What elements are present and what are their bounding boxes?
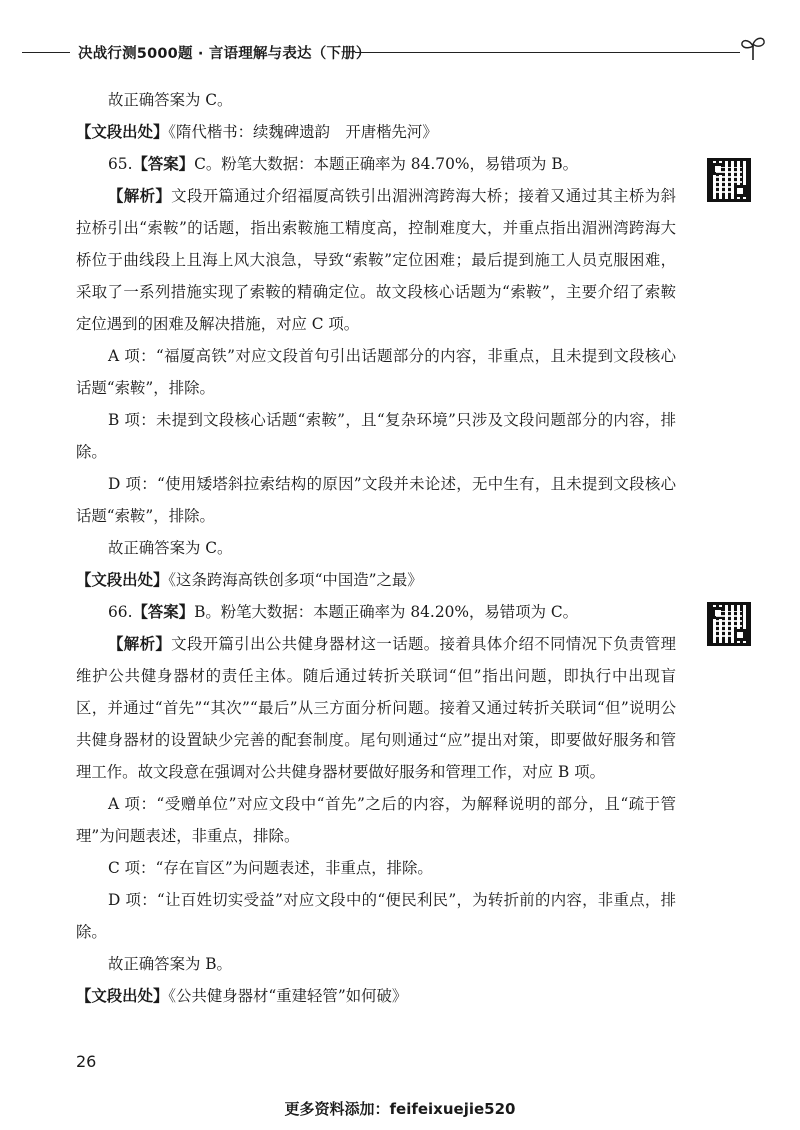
answer-label: 【答案】 (132, 603, 195, 621)
analysis-label: 【解析】 (108, 635, 172, 653)
page-header (0, 40, 800, 64)
option-analysis (76, 788, 676, 852)
analysis-label: 【解析】 (108, 187, 172, 205)
question-number: 66. (108, 603, 133, 621)
paragraph (76, 532, 676, 564)
paragraph (76, 84, 676, 116)
source-line (76, 980, 676, 1012)
analysis-text: 文段开篇引出公共健身器材这一话题。接着具体介绍不同情况下负责管理维护公共健身器材的责任主体。随后通过转折关联词“但”指出问题，即执行中出现盲区，并通过“首先”“其次”“最后”从三方面分析问题。接着又通过转折关联词“但”说明公共健身器材的设置缺少完善的配套制度。尾句则通过“应”提出对策，即要做好服务和管理工作。故文段意在强调对公共健身器材要做好服务和管理工作，对应 B 项。 (76, 635, 676, 781)
answer-line (76, 148, 676, 180)
source-label: 【文段出处】 (76, 571, 169, 589)
page-content (76, 84, 676, 1012)
question-number: 65. (108, 155, 133, 173)
paragraph-text: 故正确答案为 C。 (108, 539, 233, 557)
page-number: 26 (76, 1052, 97, 1071)
qr-code-icon[interactable] (707, 158, 751, 202)
answer-text: B。粉笔大数据：本题正确率为 84.20%，易错项为 C。 (194, 603, 579, 621)
option-analysis (76, 852, 676, 884)
paragraph (76, 948, 676, 980)
option-text: D 项：“使用矮塔斜拉索结构的原因”文段并未论述，无中生有，且未提到文段核心话题“索鞍”，排除。 (76, 475, 676, 525)
option-analysis (76, 340, 676, 404)
option-text: C 项：“存在盲区”为问题表述，非重点，排除。 (108, 859, 433, 877)
header-rule-left (22, 52, 70, 53)
answer-line (76, 596, 676, 628)
option-text: A 项：“福厦高铁”对应文段首句引出话题部分的内容，非重点，且未提到文段核心话题“索鞍”，排除。 (76, 347, 676, 397)
source-label: 【文段出处】 (76, 123, 169, 141)
source-line (76, 564, 676, 596)
option-text: B 项：未提到文段核心话题“索鞍”，且“复杂环境”只涉及文段问题部分的内容，排除。 (76, 411, 676, 461)
answer-label: 【答案】 (132, 155, 195, 173)
paragraph-text: 故正确答案为 C。 (108, 91, 233, 109)
source-title: 《隋代楷书：续魏碑遗韵 开唐楷先河》 (168, 123, 438, 141)
source-title: 《公共健身器材“重建轻管”如何破》 (168, 987, 408, 1005)
source-line (76, 116, 676, 148)
footer-note: 更多资料添加：feifeixuejie520 (284, 1100, 516, 1118)
option-text: A 项：“受赠单位”对应文段中“首先”之后的内容，为解释说明的部分，且“疏于管理”为问题表述，非重点，排除。 (76, 795, 676, 845)
sprout-icon (738, 34, 768, 62)
option-analysis (76, 884, 676, 948)
header-title: 决战行测5000题 · 言语理解与表达（下册） (78, 46, 371, 62)
option-text: D 项：“让百姓切实受益”对应文段中的“便民利民”，为转折前的内容，非重点，排除。 (76, 891, 676, 941)
source-label: 【文段出处】 (76, 987, 169, 1005)
paragraph-text: 故正确答案为 B。 (108, 955, 232, 973)
option-analysis (76, 404, 676, 468)
analysis-paragraph (76, 180, 676, 340)
analysis-paragraph (76, 628, 676, 788)
qr-code-icon[interactable] (707, 602, 751, 646)
header-rule-right (355, 52, 740, 53)
option-analysis (76, 468, 676, 532)
analysis-text: 文段开篇通过介绍福厦高铁引出湄洲湾跨海大桥；接着又通过其主桥为斜拉桥引出“索鞍”的话题，指出索鞍施工精度高，控制难度大，并重点指出湄洲湾跨海大桥位于曲线段上且海上风大浪急，导致“索鞍”定位困难；最后提到施工人员克服困难，采取了一系列措施实现了索鞍的精确定位。故文段核心话题为“索鞍”，主要介绍了索鞍定位遇到的困难及解决措施，对应 C 项。 (76, 187, 676, 333)
source-title: 《这条跨海高铁创多项“中国造”之最》 (168, 571, 423, 589)
answer-text: C。粉笔大数据：本题正确率为 84.70%，易错项为 B。 (194, 155, 579, 173)
